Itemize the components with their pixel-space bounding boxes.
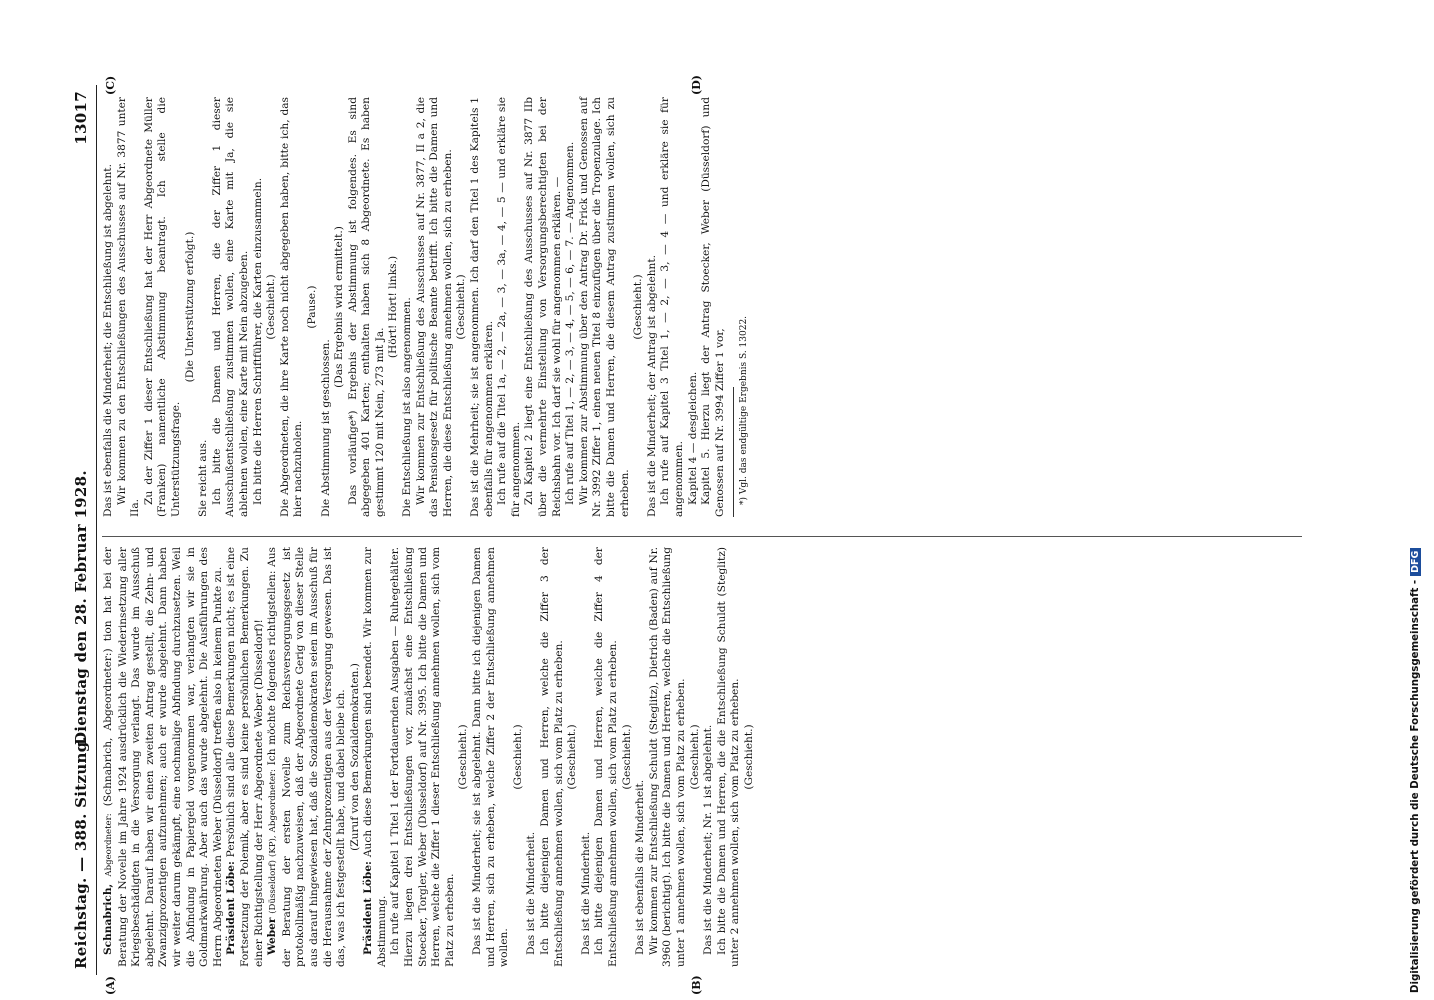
- header-left: Reichstag. — 388. Sitzung.: [72, 735, 90, 969]
- paragraph-text: Die Entschließung ist also angenommen.: [401, 297, 414, 517]
- stage-direction: (Geschieht.): [265, 274, 278, 340]
- paragraph-text: Ich bitte die Damen und Herren, die der Ziffer 1 dieser Ausschußentschließung zustimmen wollen, eine Karte mit Ja, die sie ablehnen wollen, eine Karte mit Nein abzugeben.: [210, 97, 250, 517]
- paragraph-text: (Schnabrich, Abgeordneter:) tion hat bei der Beratung der Novelle im Jahre 1924 ausdrücklich die Wiederinsetzung aller Kriegsbeschädigten in die Versorgung verlangt. Das wurde im Ausschuß abgelehnt. Darauf haben wir einen zweiten Antrag gestellt, die Zehn- und Zwanzigprozentigen aufzunehmen; auch er wurde abgelehnt. Dann haben wir weiter darum gekämpft, eine nochmalige Abfindung durchzusetzen. Weil die Abfindung in Papiergeld vorgenommen war, verlangten wir sie in Goldmarkwährung. Aber auch das wurde abgelehnt. Die Ausführungen des Herrn Abgeordneten Weber (Düsseldorf) treffen also in keinem Punkte zu.: [102, 547, 224, 967]
- paragraph: [415, 97, 456, 517]
- paragraph: [716, 547, 743, 967]
- right-column: [102, 97, 752, 517]
- paragraph-text: Ich rufe auf Kapitel 3 Titel 1, — 2, — 3, — 4 — und erkläre sie für angenommen.: [659, 97, 685, 517]
- stage-direction: (Geschieht.): [457, 724, 470, 790]
- paragraph: [525, 547, 539, 967]
- paragraph: [578, 97, 632, 517]
- stage-direction: (Geschieht.): [566, 724, 579, 790]
- paragraph: [401, 97, 415, 517]
- paragraph-text: Das ist die Mehrheit; sie ist angenommen. Ich darf den Titel 1 des Kapitels 1 ebenfalls für angenommen erklären.: [469, 97, 495, 517]
- paragraph-text: Das ist ebenfalls die Minderheit; die Entschließung ist abgelehnt.: [102, 164, 114, 517]
- stage-direction: (Das Ergebnis wird ermittelt.): [333, 226, 346, 388]
- paragraph: [580, 547, 594, 967]
- paragraph-text: Das ist die Minderheit; der Antrag ist abgelehnt.: [645, 255, 658, 517]
- credit-text: Digitalisierung gefördert durch die Deutsche Forschungsgemeinschaft -: [1410, 579, 1421, 993]
- rotated-newspaper-page: [70, 75, 1300, 995]
- paragraph-text: Ich bitte die Damen und Herren, die die Entschließung Schuldt (Steglitz) unter 2 annehmen wollen, sich vom Platz zu erheben.: [715, 547, 742, 967]
- stage-direction: (Zuruf von den Sozialdemokraten.): [348, 663, 361, 851]
- paragraph-text: Wir kommen zur Abstimmung über den Antrag Dr. Frick und Genossen auf Nr. 3992 Ziffer 1, einen neuen Titel 8 einzufügen über die Tropenzulage. Ich bitte die Damen und Herren, die diesem Antrag zustimmen wollen, sich zu erheben.: [577, 97, 631, 517]
- stage-direction: (Geschieht.): [511, 724, 524, 790]
- paragraph-text: Das ist die Minderheit; Nr. 1 ist abgelehnt.: [702, 724, 715, 955]
- margin-mark-b: (B): [690, 975, 703, 995]
- paragraph-text: Ich bitte die Herren Schriftführer, die Karten einzusammeln.: [251, 177, 264, 505]
- paragraph-text: Ich möchte folgendes richtigstellen: Aus der Beratung der ersten Novelle zum Reichsversorgungsgesetz ist protokollmäßig nachzuweisen, daß der Abgeordnete Gerig von dieser Stelle aus darauf hingewiesen hat, daß die Sozialdemokraten seien im Ausschuß für die Herausnahme der Zehnprozentigen aus der Versorgung gewesen. Das ist das, was ich festgestellt habe, und dabei bleibe ich.: [266, 547, 348, 967]
- paragraph: [523, 97, 564, 517]
- paragraph: [471, 547, 512, 967]
- margin-mark-d: (D): [690, 75, 703, 95]
- speaker-name: Präsident Löbe:: [362, 861, 375, 955]
- paragraph-text: Wir kommen zur Entschließung des Ausschusses auf Nr. 3877, II a 2, die das Pensionsgesetz für politische Beamte betrifft. Ich bitte die Damen und Herren, die diese Entschließung annehmen wollen, sich zu erheben.: [414, 97, 454, 517]
- paragraph-text: Persönlich sind alle diese Bemerkungen nicht; es ist eine Fortsetzung der Polemik, aber es sind keine persönlichen Bemerkungen. Zu einer Richtigstellung der Herr Abgeordnete Weber (Düsseldorf)!: [225, 546, 265, 967]
- left-column: [102, 547, 757, 967]
- paragraph: [593, 547, 620, 967]
- paragraph-text: Das ist ebenfalls die Minderheit.: [634, 779, 647, 955]
- paragraph: [266, 547, 349, 967]
- paragraph: [211, 97, 252, 517]
- footnote: *) Vgl. das endgültige Ergebnis S. 13022.: [739, 315, 750, 505]
- speaker-role: (Düsseldorf) (KP), Abgeordneter:: [268, 769, 279, 914]
- page-header: [70, 85, 96, 975]
- margin-mark-c: (C): [104, 75, 117, 95]
- paragraph: [389, 547, 457, 967]
- paragraph-text: Die Abstimmung ist geschlossen.: [319, 339, 332, 517]
- paragraph: [700, 97, 727, 517]
- paragraph: [469, 97, 496, 517]
- paragraph-text: Das ist die Minderheit.: [525, 831, 538, 955]
- paragraph: [648, 547, 689, 967]
- paragraph: [225, 547, 266, 967]
- paragraph: [197, 97, 211, 517]
- paragraph-text: Kapitel 5. Hierzu liegt der Antrag Stoecker, Weber (Düsseldorf) und Genossen auf Nr. 3994 Ziffer 1 vor,: [700, 97, 726, 517]
- digitization-credit: [1410, 3, 1426, 993]
- paragraph: [320, 97, 334, 517]
- speaker-name: Weber: [266, 917, 279, 955]
- paragraph-text: Das ist die Minderheit; sie ist abgelehnt. Dann bitte ich diejenigen Damen und Herren, sich zu erheben, welche Ziffer 2 der Entschließung annehmen wollen.: [471, 547, 511, 967]
- margin-mark-a: (A): [104, 976, 117, 995]
- paragraph-text: Die Abgeordneten, die ihre Karte noch nicht abgegeben haben, bitte ich, das hier nachzuholen.: [278, 97, 305, 517]
- speaker-name: Präsident Löbe:: [225, 861, 238, 955]
- dfg-logo: DFG: [1410, 548, 1421, 576]
- stage-direction: (Geschieht.): [632, 274, 645, 340]
- paragraph: [702, 547, 716, 967]
- paragraph: [659, 97, 686, 517]
- paragraph-text: Ich bitte diejenigen Damen und Herren, welche die Ziffer 4 der Entschließung annehmen wollen, sich vom Platz zu erheben.: [593, 547, 619, 967]
- paragraph: [116, 97, 143, 517]
- stage-direction: (Pause.): [305, 285, 318, 329]
- paragraph-text: Ich rufe auf die Titel 1a, — 2, — 2a, — 3, — 3a, — 4, — 5 — und erkläre sie für angenommen.: [496, 97, 522, 517]
- page-number: 13017: [72, 91, 90, 145]
- paragraph-text: Ich rufe auf Kapitel 1 Titel 1 der Fortdauernden Ausgaben — Ruhegehälter. Hierzu liegen drei Entschließungen vor, zunächst eine Entschließung Stoecker, Torgler, Weber (Düsseldorf) auf Nr. 3995. Ich bitte die Damen und Herren, welche die Ziffer 1 dieser Entschließung annehmen wollen, sich vom Platz zu erheben.: [389, 547, 456, 967]
- paragraph: [143, 97, 184, 517]
- speaker-name: Schnabrich,: [102, 883, 114, 955]
- column-divider: [102, 536, 1302, 537]
- header-date: Dienstag den 28. Februar 1928.: [72, 470, 90, 745]
- paragraph: [102, 97, 116, 517]
- header-rule: [96, 85, 97, 975]
- paragraph-text: Ich rufe auf Titel 1, — 2, — 3, — 4, — 5, — 6, — 7. — Angenommen.: [564, 141, 577, 505]
- paragraph-text: Wir kommen zur Entschließung Schuldt (Steglitz), Dietrich (Baden) auf Nr. 3960 (berichtigt). Ich bitte die Damen und Herren, welche die Entschließung unter 1 annehmen wollen, sich vom Platz zu erheben.: [647, 547, 687, 967]
- paragraph: [687, 97, 701, 517]
- paragraph-text: Zu der Ziffer 1 dieser Entschließung hat der Herr Abgeordnete Müller (Franken) namentliche Abstimmung beantragt. Ich stelle die Unterstützungsfrage.: [142, 97, 182, 517]
- stage-direction: (Geschieht.): [455, 274, 468, 340]
- paragraph: [646, 97, 660, 517]
- stage-direction: (Die Unterstützung erfolgt.): [183, 231, 196, 383]
- paragraph: [347, 97, 388, 517]
- paragraph-text: Wir kommen zu den Entschließungen des Ausschusses auf Nr. 3877 unter IIa.: [115, 97, 142, 517]
- paragraph-text: Ich bitte diejenigen Damen und Herren, welche die Ziffer 3 der Entschließung annehmen wollen, sich vom Platz zu erheben.: [539, 547, 565, 967]
- paragraph: [496, 97, 523, 517]
- paragraph: [252, 97, 266, 517]
- paragraph: [634, 547, 648, 967]
- speaker-role: Abgeordneter:: [104, 813, 114, 877]
- stage-direction: (Geschieht.): [688, 724, 701, 790]
- paragraph-text: Auch diese Bemerkungen sind beendet. Wir kommen zur Abstimmung.: [362, 546, 388, 967]
- paragraph: [539, 547, 566, 967]
- paragraph: [362, 547, 389, 967]
- paragraph: [102, 547, 225, 967]
- paragraph: [279, 97, 306, 517]
- paragraph-text: Das ist die Minderheit.: [579, 831, 592, 955]
- paragraph-text: Zu Kapitel 2 liegt eine Entschließung des Ausschusses auf Nr. 3877 IIb über die vermehrte Einstellung von Versorgungsberechtigten bei der Reichsbahn vor. Ich darf sie wohl für angenommen erklären. —: [523, 97, 563, 517]
- paragraph-text: Sie reicht aus.: [197, 439, 210, 517]
- paragraph-text: Das vorläufige*) Ergebnis der Abstimmung ist folgendes. Es sind abgegeben 401 Karten; enthalten haben sich 8 Abgeordnete. Es haben gestimmt 120 mit Nein, 273 mit Ja.: [346, 97, 386, 517]
- paragraph: [564, 97, 578, 517]
- stage-direction: (Geschieht.): [620, 724, 633, 790]
- paragraph-text: Kapitel 4 — desgleichen.: [686, 371, 699, 505]
- stage-direction: (Hört! Hört! links.): [387, 255, 400, 359]
- stage-direction: (Geschieht.): [742, 724, 755, 790]
- footnote-rule: [733, 387, 734, 517]
